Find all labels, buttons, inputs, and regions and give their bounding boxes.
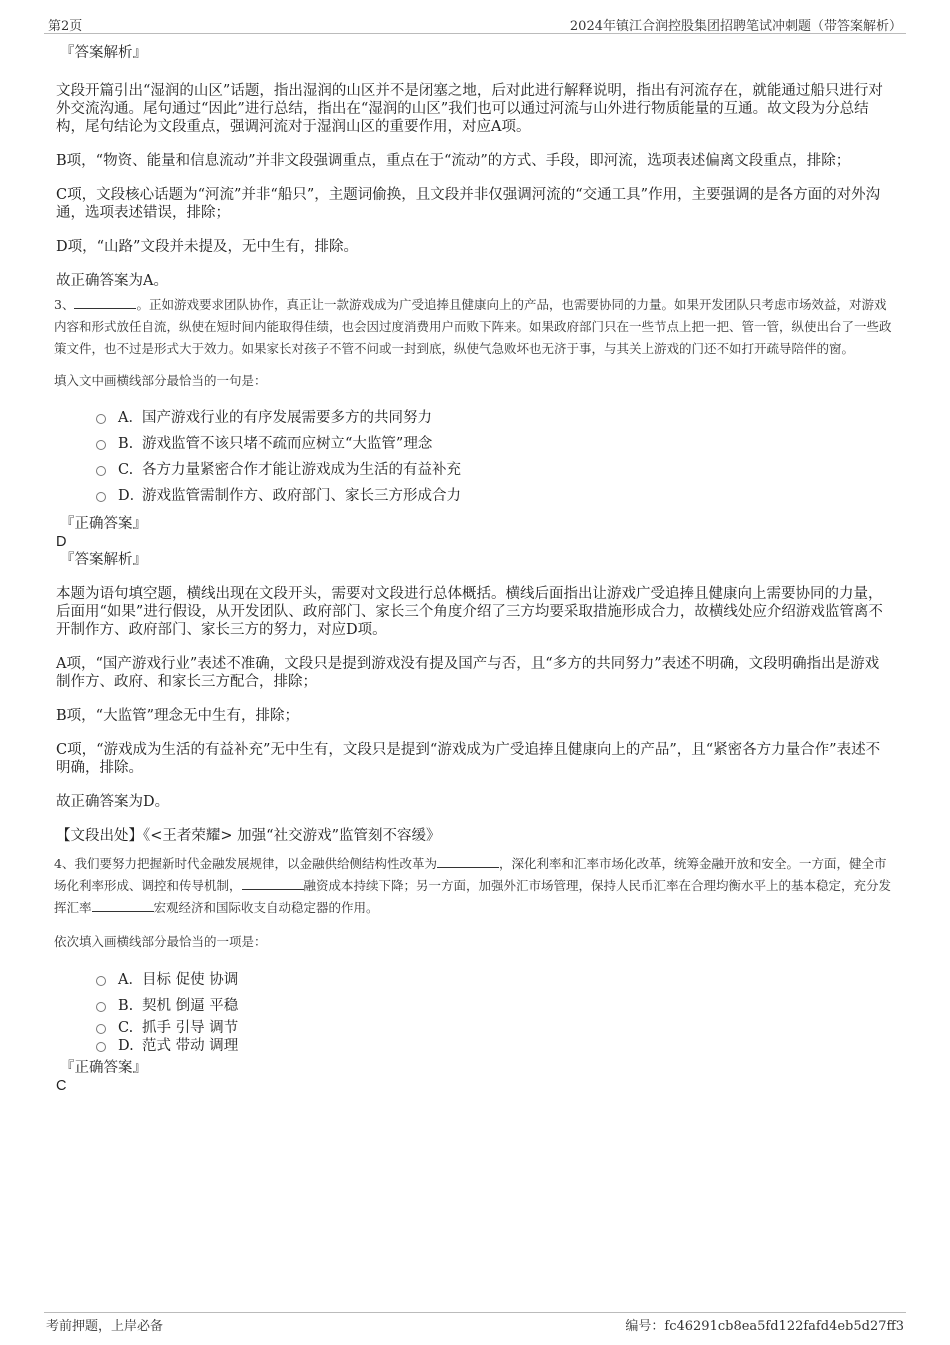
q3-option-d[interactable] bbox=[96, 483, 892, 509]
q2-analysis-label: 『答案解析』 bbox=[60, 45, 147, 61]
option-letter: C. bbox=[118, 461, 134, 478]
q3-option-a-analysis: A项，“国产游戏行业”表述不准确，文段只是提到游戏没有提及国产与否，且“多方的共同努力”表述不明确，文段明确指出是游戏制作方、政府、和家长三方配合，排除； bbox=[56, 655, 880, 690]
page-content bbox=[56, 44, 892, 1095]
q3-analysis-para: 本题为语句填空题，横线出现在文段开头，需要对文段进行总体概括。横线后面指出让游戏广受追捧且健康向上需要协同的力量，后面用“如果”进行假设，从开发团队、政府部门、家长三个角度介绍了三方均要采取措施形成合力，故横线处应介绍游戏监管离不开制作方、政府部门、家长三方的努力，对应D项。 bbox=[56, 585, 883, 638]
q4-number: 4、 bbox=[54, 855, 75, 871]
option-letter: C. bbox=[118, 1020, 134, 1036]
q3-blank bbox=[74, 296, 136, 309]
radio-icon[interactable] bbox=[96, 492, 106, 502]
q3-conclusion: 故正确答案为D。 bbox=[56, 793, 170, 810]
q4-option-a[interactable] bbox=[96, 967, 892, 993]
radio-icon[interactable] bbox=[96, 466, 106, 476]
q3-text: 。正如游戏要求团队协作，真正让一款游戏成为广受追捧且健康向上的产品，也需要协同的力量。如果开发团队只考虑市场效益，对游戏内容和形式放任自流，纵使在短时间内能取得佳绩，也会因过度消费用户而败下阵来。如果政府部门只在一些节点上把一把、管一管，纵使出台了一些政策文件，也不过是形式大于效力。如果家长对孩子不管不问或一封到底，纵使气急败坏也无济于事，与其关上游戏的门还不如打开疏导陪伴的窗。 bbox=[54, 297, 892, 356]
option-text: 游戏监管不该只堵不疏而应树立“大监管”理念 bbox=[142, 435, 433, 452]
q3-stem bbox=[54, 294, 892, 360]
q4-text-3: 融资成本持续下降；另一方面，加强外汇市场管理，保持人民币汇率在合理均衡水平上的基本稳定，充分发挥汇率 bbox=[54, 877, 892, 915]
radio-icon[interactable] bbox=[96, 976, 106, 986]
q3-answer-label: 『正确答案』 bbox=[60, 515, 147, 532]
q3-option-c[interactable] bbox=[96, 457, 892, 483]
q4-option-c[interactable] bbox=[96, 1019, 892, 1037]
q3-option-b[interactable] bbox=[96, 431, 892, 457]
q4-options bbox=[96, 967, 892, 1055]
option-text: 抓手 引导 调节 bbox=[142, 1020, 239, 1036]
radio-icon[interactable] bbox=[96, 1042, 106, 1052]
q4-blank-3 bbox=[92, 899, 154, 912]
q3-prompt: 填入文中画横线部分最恰当的一句是： bbox=[54, 373, 267, 388]
q3-analysis-label: 『答案解析』 bbox=[60, 551, 147, 568]
document-title: 2024年镇江合润控股集团招聘笔试冲刺题（带答案解析） bbox=[569, 19, 902, 34]
q4-answer-label: 『正确答案』 bbox=[60, 1060, 147, 1076]
q4-option-d[interactable] bbox=[96, 1037, 892, 1055]
footer-slogan: 考前押题，上岸必备 bbox=[46, 1319, 164, 1334]
q4-blank-2 bbox=[242, 877, 304, 890]
option-text: 国产游戏行业的有序发展需要多方的共同努力 bbox=[142, 409, 432, 426]
q4-stem bbox=[54, 853, 892, 919]
q2-option-d-analysis: D项，“山路”文段并未提及，无中生有，排除。 bbox=[56, 239, 358, 255]
option-letter: A． bbox=[118, 409, 143, 426]
q4-text-2: ，深化利率和汇率市场化改革，统筹金融开放和安全。一方面，健全市场化利率形成、调控和传导机制， bbox=[54, 855, 887, 893]
option-letter: B. bbox=[118, 998, 134, 1014]
page-header bbox=[44, 15, 906, 34]
q3-option-a[interactable] bbox=[96, 405, 892, 431]
q4-blank-1 bbox=[437, 855, 499, 868]
q3-options bbox=[96, 405, 892, 509]
q3-source: 【文段出处】《<王者荣耀> 加强“社交游戏”监管刻不容缓》 bbox=[56, 827, 441, 844]
q2-option-b-analysis: B项，“物资、能量和信息流动”并非文段强调重点，重点在于“流动”的方式、手段，即河流，选项表述偏离文段重点，排除； bbox=[56, 153, 851, 169]
q4-prompt: 依次填入画横线部分最恰当的一项是： bbox=[54, 934, 267, 949]
q3-answer: D bbox=[56, 533, 67, 550]
q3-option-c-analysis: C项，“游戏成为生活的有益补充”无中生有，文段只是提到“游戏成为广受追捧且健康向上的产品”，且“紧密各方力量合作”表述不明确，排除。 bbox=[56, 741, 881, 776]
option-letter: D. bbox=[118, 1038, 134, 1054]
q4-answer: C bbox=[56, 1078, 67, 1094]
option-letter: D． bbox=[118, 487, 145, 504]
q4-text-1: 我们要努力把握新时代金融发展规律，以金融供给侧结构性改革为 bbox=[74, 855, 437, 871]
option-letter: A． bbox=[118, 972, 143, 988]
option-text: 各方力量紧密合作才能让游戏成为生活的有益补充 bbox=[142, 461, 461, 478]
page-number: 第2页 bbox=[48, 19, 83, 34]
option-text: 目标 促使 协调 bbox=[142, 972, 239, 988]
option-letter: B. bbox=[118, 435, 134, 452]
q4-option-b[interactable] bbox=[96, 993, 892, 1019]
option-text: 游戏监管需制作方、政府部门、家长三方形成合力 bbox=[142, 487, 461, 504]
q2-analysis-para: 文段开篇引出“湿润的山区”话题，指出湿润的山区并不是闭塞之地，后对此进行解释说明，指出有河流存在，就能通过船只进行对外交流沟通。尾句通过“因此”进行总结，指出在“湿润的山区”我们也可以通过河流与山外进行物质能量的互通。故文段为分总结构，尾句结论为文段重点，强调河流对于湿润山区的重要作用，对应A项。 bbox=[56, 83, 883, 135]
radio-icon[interactable] bbox=[96, 1002, 106, 1012]
radio-icon[interactable] bbox=[96, 414, 106, 424]
radio-icon[interactable] bbox=[96, 1024, 106, 1034]
page-footer bbox=[44, 1312, 906, 1334]
option-text: 契机 倒逼 平稳 bbox=[142, 998, 239, 1014]
q3-option-b-analysis: B项，“大监管”理念无中生有，排除； bbox=[56, 707, 299, 724]
option-text: 范式 带动 调理 bbox=[142, 1038, 239, 1054]
q4-text-4: 宏观经济和国际收支自动稳定器的作用。 bbox=[153, 899, 379, 915]
document-id: 编号：fc46291cb8ea5fd122fafd4eb5d27ff3 bbox=[625, 1319, 904, 1334]
q2-conclusion: 故正确答案为A。 bbox=[56, 273, 168, 289]
radio-icon[interactable] bbox=[96, 440, 106, 450]
q2-option-c-analysis: C项，文段核心话题为“河流”并非“船只”，主题词偷换，且文段并非仅强调河流的“交通工具”作用，主要强调的是各方面的对外沟通，选项表述错误，排除； bbox=[56, 187, 881, 221]
q3-number: 3、 bbox=[54, 297, 75, 312]
